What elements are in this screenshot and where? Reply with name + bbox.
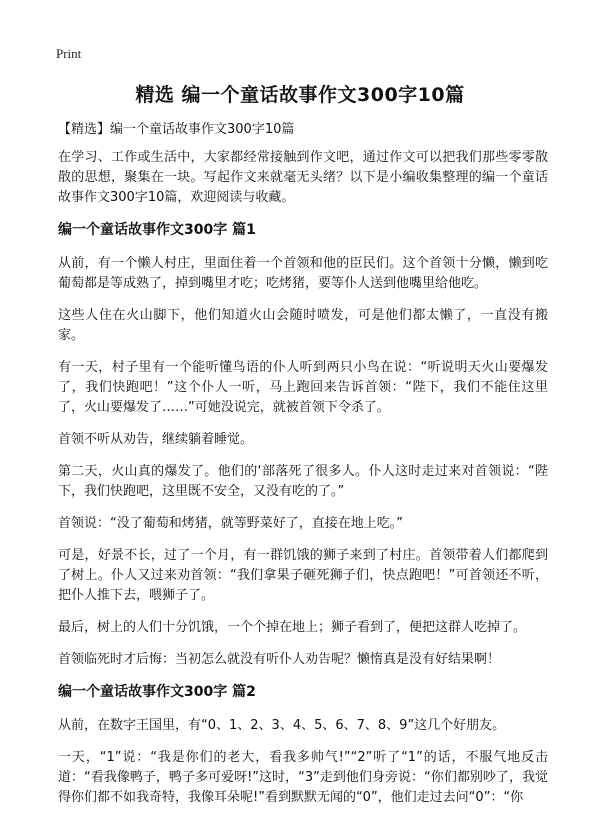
section-heading-1: 编一个童话故事作文300字 篇1	[58, 222, 256, 238]
story-paragraph: 一天，“1”说：“我是你们的老大，看我多帅气!”“2”听了“1”的话，不服气地反击道：“看我像鸭子，鸭子多可爱呀!”这时，“3”走到他们身旁说：“你们都别吵了，我觉得你们都不如我奇特，我像耳朵呢!”看到默默无闻的“0”，他们走过去问“0”：“你	[58, 750, 548, 805]
article-body	[58, 120, 548, 820]
story-paragraph: 从前，在数字王国里，有“0、1、2、3、4、5、6、7、8、9”这几个好朋友。	[58, 718, 506, 733]
page-title: 精选 编一个童话故事作文300字10篇	[135, 84, 465, 106]
story-paragraph: 有一天，村子里有一个能听懂鸟语的仆人听到两只小鸟在说：“听说明天火山要爆发了，我们快跑吧！”这个仆人一听，马上跑回来告诉首领：“陛下，我们不能住这里了，火山要爆发了……”可她没说完，就被首领下令杀了。	[58, 360, 548, 415]
intro-summary: 在学习、工作或生活中，大家都经常接触到作文吧，通过作文可以把我们那些零零散散的思想，聚集在一块。写起作文来就毫无头绪？以下是小编收集整理的编一个童话故事作文300字10篇，欢迎阅读与收藏。	[58, 150, 548, 205]
story-paragraph: 首领不听从劝告，继续躺着睡觉。	[58, 432, 254, 447]
story-paragraph: 首领说：“没了葡萄和烤猪，就等野菜好了，直接在地上吃。”	[58, 516, 403, 531]
story-paragraph: 从前，有一个懒人村庄，里面住着一个首领和他的臣民们。这个首领十分懒，懒到吃葡萄都是等成熟了，掉到嘴里才吃；吃烤猪，要等仆人送到他嘴里给他吃。	[58, 256, 548, 291]
story-paragraph: 可是，好景不长，过了一个月，有一群饥饿的狮子来到了村庄。首领带着人们都爬到了树上。仆人又过来劝首领：“我们拿果子砸死狮子们，快点跑吧！”可首领还不听，把仆人推下去，喂狮子了。	[58, 548, 548, 603]
print-link[interactable]: Print	[56, 46, 82, 61]
story-paragraph: 第二天，火山真的爆发了。他们的‘部落死了很多人。仆人这时走过来对首领说：“陛下，我们快跑吧，这里既不安全，又没有吃的了。”	[58, 464, 548, 499]
story-paragraph: 首领临死时才后悔：当初怎么就没有听仆人劝告呢？懒惰真是没有好结果啊！	[58, 652, 501, 667]
story-paragraph: 这些人住在火山脚下，他们知道火山会随时喷发，可是他们都太懒了，一直没有搬家。	[58, 308, 548, 343]
section-heading-2: 编一个童话故事作文300字 篇2	[58, 684, 256, 700]
intro-lead: 【精选】编一个童话故事作文300字10篇	[58, 122, 295, 137]
story-paragraph: 最后，树上的人们十分饥饿，一个个掉在地上；狮子看到了，便把这群人吃掉了。	[58, 620, 527, 635]
